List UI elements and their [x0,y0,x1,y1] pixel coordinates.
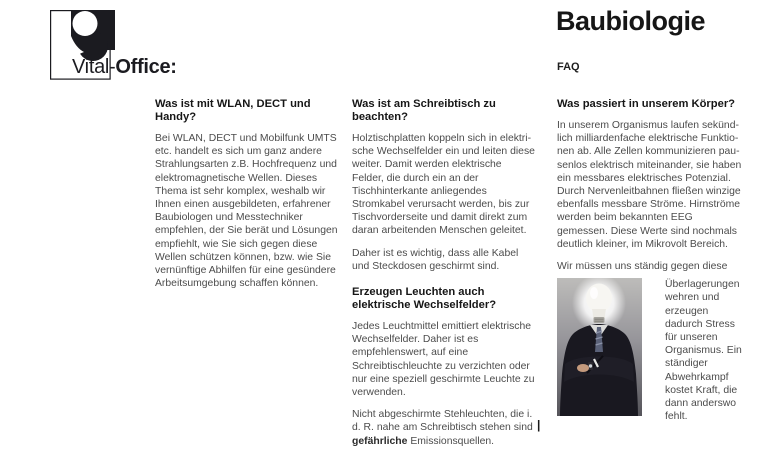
paragraph-wlan-body: Bei WLAN, DECT und Mobilfunk UMTS etc. handelt es sich um ganz andere Strahlungsarten z.B. Hochfrequenz und elektromagnetische Wellen. Dieses Thema ist sehr komplex, weshalb wir Ihnen einen ausgebildeten, erfahrener Baubiologen und Messtechniker empfehlen, der Sie berät und Lösungen empfiehlt, wie Sie sich gegen diese Wellen schützen können, bzw. wie Sie vernünftige Abhilfen für eine gesündere Arbeitsumgebung schaffen können. [155,133,338,290]
paragraph-ueberlagerungen-beside-photo: Überlagerungen wehren und erzeugen dadurch Stress für unseren Organismus. Ein ständiger Abwehrkampf kostet Kraft, die dann anderswo fehlt. [665,279,742,423]
heading-koerper: Was passiert in unserem Körper? [557,98,736,110]
page-subtitle-faq: FAQ [557,61,580,73]
heading-wlan-dect-handy: Was ist mit WLAN, DECT und Handy? [155,98,311,123]
lightbulb-head-businessman-photo [557,278,642,416]
logo-wordmark-bold: Office: [115,56,177,78]
hand [577,364,589,372]
photo-text-row [557,278,744,432]
stehleuchten-text-after: Emissionsquellen. [407,435,495,447]
suit-body [560,324,638,416]
logo-wordmark-regular: Vital- [72,56,116,78]
heading-schreibtisch: Was ist am Schreibtisch zu beachten? [352,98,496,123]
paragraph-ueberlagerungen-intro: Wir müssen uns ständig gegen diese [557,261,728,273]
logo-wordmark [72,57,177,77]
paragraph-kabel-geschirmt: Daher ist es wichtig, dass alle Kabel und Steckdosen geschirmt sind. [352,247,519,272]
column-schreibtisch [352,98,535,457]
vital-office-logo [50,10,250,82]
stehleuchten-bold-gefaehrliche: gefährliche [352,435,408,447]
lightbulb-man-illustration [557,278,642,416]
column-koerper [557,98,744,432]
stehleuchten-text-before: Nicht abgeschirmte Stehleuchten, die i. d. R. nahe am Schreibtisch stehen sind [352,409,533,434]
page-title: Baubiologie [556,6,705,36]
column-wlan-dect-handy [155,98,338,299]
paragraph-holztischplatten: Holztischplatten koppeln sich in elektrische Wechselfelder ein und leiten diese weiter. Damit werden elektrische Felder, die durch ein an der Tischhinterkante anliegendes Stromkabel verursacht werden, bis zur Tischvorderseite und damit direkt zum daran arbeitenden Menschen geleitet. [352,133,535,237]
wristwatch-face [589,365,592,368]
paragraph-stehleuchten [352,408,535,448]
paragraph-organismus: In unserem Organismus laufen sekündlich milliardenfache elektrische Funktionen ab. Alle Zellen kommunizieren pausenlos elektrisch miteinander, sie haben ein messbares elektrisches Potenzial. Durch Nervenleitbahnen fließen winzige ebenfalls messbare Ströme. Hirnströme werden beim bekannten EEG gemessen. Diese Werte sind nochmals deutlich kleiner, im Mikrovolt Bereich. [557,120,742,250]
paragraph-leuchtmittel: Jedes Leuchtmittel emittiert elektrische Wechselfelder. Daher ist es empfehlenswert, auf eine Schreibtischleuchte zu verzichten oder nur eine speziell geschirmte Leuchte zu verwenden. [352,321,535,399]
page-fold-mark: | [537,418,541,432]
heading-leuchten-wechselfelder: Erzeugen Leuchten auch elektrische Wechselfelder? [352,286,497,312]
